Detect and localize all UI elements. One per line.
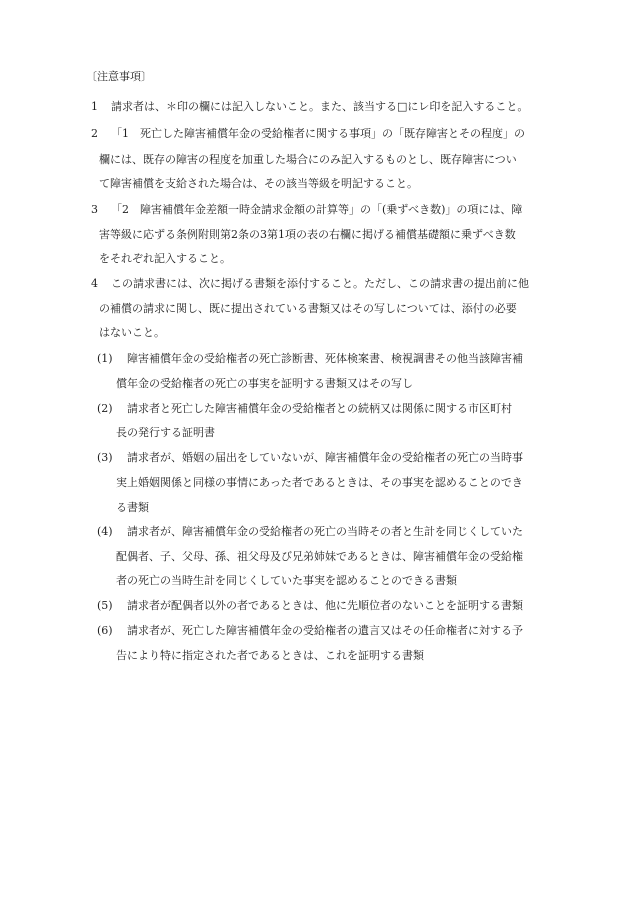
subitem-1-number: (1) xyxy=(97,352,113,365)
subitem-5-line-1: 請求者が配偶者以外の者であるときは、他に先順位者のないことを証明する書類 xyxy=(127,599,523,612)
item-2-line-1: 「1 死亡した障害補償年金の受給権者に関する事項」の「既存障害とその程度」の xyxy=(111,127,525,140)
subitem-6-line-2: 告により特に指定された者であるときは、これを証明する書類 xyxy=(116,649,424,662)
subitem-1-line-1: 障害補償年金の受給権者の死亡診断書、死体検案書、検視調書その他当該障害補 xyxy=(127,352,523,365)
subitem-3-line-2: 実上婚姻関係と同様の事情にあった者であるときは、その事実を認めることのでき xyxy=(116,476,523,489)
item-4-line-2: の補償の請求に関し、既に提出されている書類又はその写しについては、添付の必要 xyxy=(99,302,517,315)
subitem-2-number: (2) xyxy=(97,402,113,415)
notes-heading: 〔注意事項〕 xyxy=(86,70,152,83)
item-4-line-1: この請求書には、次に掲げる書類を添付すること。ただし、この請求書の提出前に他 xyxy=(111,277,529,290)
item-4-number: 4 xyxy=(91,277,98,290)
subitem-4-line-2: 配偶者、子、父母、孫、祖父母及び兄弟姉妹であるときは、障害補償年金の受給権 xyxy=(116,550,523,563)
subitem-3-number: (3) xyxy=(97,451,113,464)
subitem-6-line-1: 請求者が、死亡した障害補償年金の受給権者の遺言又はその任命権者に対する予 xyxy=(127,624,523,637)
item-3-line-1: 「2 障害補償年金差額一時金請求金額の計算等」の「(乗ずべき数)」の項には、障 xyxy=(111,203,523,216)
item-1-line-1: 請求者は、＊印の欄には記入しないこと。また、該当する□にレ印を記入すること。 xyxy=(111,100,529,113)
subitem-2-line-1: 請求者と死亡した障害補償年金の受給権者との続柄又は関係に関する市区町村 xyxy=(127,402,512,415)
subitem-4-line-1: 請求者が、障害補償年金の受給権者の死亡の当時その者と生計を同じくしていた xyxy=(127,525,523,538)
subitem-4-line-3: 者の死亡の当時生計を同じくしていた事実を認めることのできる書類 xyxy=(116,574,457,587)
subitem-2-line-2: 長の発行する証明書 xyxy=(116,426,215,439)
item-3-line-3: をそれぞれ記入すること。 xyxy=(99,252,231,265)
item-2-line-2: 欄には、既存の障害の程度を加重した場合にのみ記入するものとし、既存障害につい xyxy=(99,153,517,166)
subitem-5-number: (5) xyxy=(97,599,113,612)
item-3-line-2: 害等級に応ずる条例附則第2条の3第1項の表の右欄に掲げる補償基礎額に乗ずべき数 xyxy=(99,228,516,241)
item-4-line-3: はないこと。 xyxy=(99,326,165,339)
subitem-3-line-1: 請求者が、婚姻の届出をしていないが、障害補償年金の受給権者の死亡の当時事 xyxy=(127,451,523,464)
item-2-number: 2 xyxy=(91,127,98,140)
subitem-1-line-2: 償年金の受給権者の死亡の事実を証明する書類又はその写し xyxy=(116,377,413,390)
item-2-line-3: て障害補償を支給された場合は、その該当等級を明記すること。 xyxy=(99,177,418,190)
subitem-3-line-3: る書類 xyxy=(116,501,149,514)
subitem-4-number: (4) xyxy=(97,525,113,538)
subitem-6-number: (6) xyxy=(97,624,113,637)
item-3-number: 3 xyxy=(91,203,98,216)
item-1-number: 1 xyxy=(91,100,98,113)
